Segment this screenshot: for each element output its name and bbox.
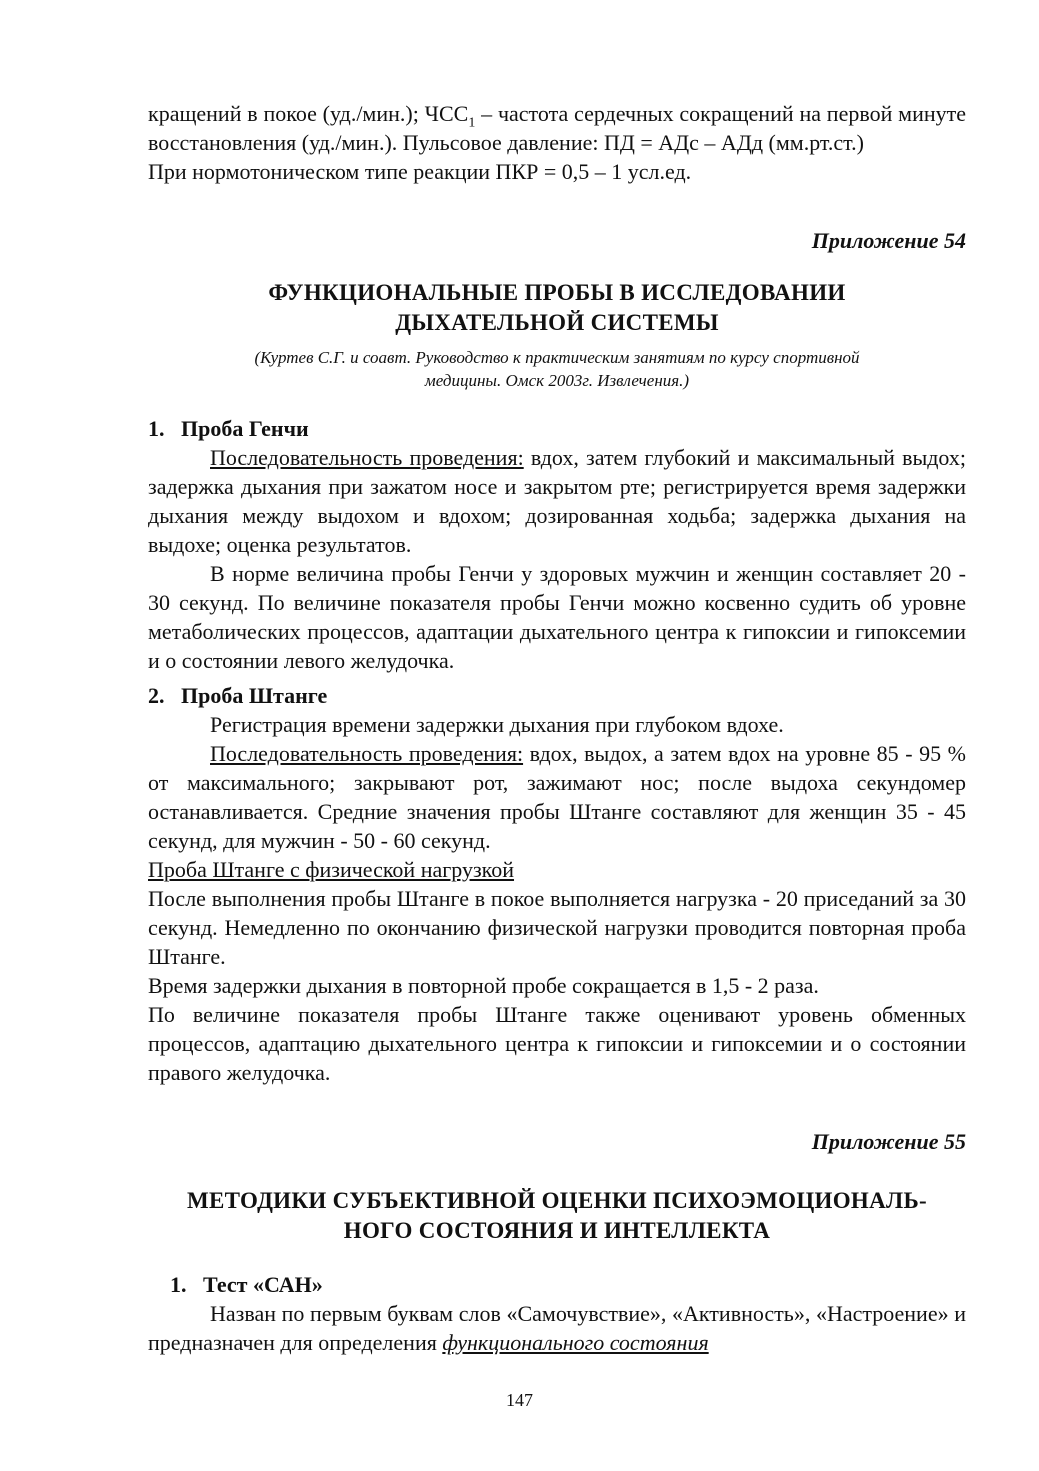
shtange-load-heading: [148, 855, 966, 884]
section-number: 1.: [170, 1272, 187, 1297]
underlined-subheading: Проба Штанге с физической нагрузкой: [148, 857, 515, 882]
underlined-italic-term: функционального состояния: [442, 1330, 709, 1355]
appendix-55-title: [148, 1186, 966, 1246]
section-shtange-heading: [148, 681, 966, 710]
page-number: 147: [506, 1390, 533, 1410]
appendix-54-label: Приложение 54: [811, 228, 966, 253]
underlined-label: Последовательность проведения:: [210, 741, 524, 766]
page-content: [148, 99, 966, 1357]
shtange-registration: Регистрация времени задержки дыхания при глубоком вдохе.: [210, 712, 784, 737]
sequence-text: вдох, выдох, а затем вдох на уровне 85 - 95 % от максимального; закрывают рот, зажимают нос; после выдоха секундомер останавливается. Средние значения пробы Штанге составляют для женщин 35 - 45 секунд, для мужчин - 50 - 60 секунд.: [148, 741, 966, 853]
section-title: Тест «САН»: [203, 1272, 323, 1297]
intro-text-cont: – частота сердечных сокращений на первой минуте восстановления (уд./мин.). Пульсовое давление: ПД = АДс – АДд (мм.рт.ст.): [148, 101, 967, 155]
section-title: Проба Генчи: [181, 416, 309, 441]
title-line: ДЫХАТЕЛЬНОЙ СИСТЕМЫ: [395, 310, 719, 335]
underlined-label: Последовательность проведения:: [210, 445, 524, 470]
subscript: 1: [468, 115, 476, 131]
section-san-heading: [148, 1270, 966, 1299]
section-title: Проба Штанге: [181, 683, 328, 708]
shtange-sequence: [148, 739, 966, 855]
source-line: медицины. Омск 2003г. Извлечения.): [424, 371, 690, 390]
appendix-54-title: [148, 278, 966, 338]
title-line: ФУНКЦИОНАЛЬНЫЕ ПРОБЫ В ИССЛЕДОВАНИИ: [268, 280, 846, 305]
section-number: 1.: [148, 416, 165, 441]
title-line: НОГО СОСТОЯНИЯ И ИНТЕЛЛЕКТА: [343, 1218, 771, 1243]
section-genchi-heading: [148, 414, 966, 443]
genchi-norm: В норме величина пробы Генчи у здоровых мужчин и женщин составляет 20 - 30 секунд. По величине показателя пробы Генчи можно косвенно судить об уровне метаболических процессов, адаптации дыхательного центра к гипоксии и гипоксемии и о состоянии левого желудочка.: [148, 561, 966, 673]
genchi-sequence: [148, 443, 966, 559]
san-paragraph: [148, 1299, 966, 1357]
source-line: (Куртев С.Г. и соавт. Руководство к практическим занятиям по курсу спортивной: [254, 348, 860, 367]
shtange-load-p2: Время задержки дыхания в повторной пробе сокращается в 1,5 - 2 раза.: [148, 973, 819, 998]
appendix-54-source: [148, 346, 966, 392]
san-text: Назван по первым буквам слов «Самочувствие», «Активность», «Настроение» и предназначен для определения: [148, 1301, 966, 1355]
intro-text: кращений в покое (уд./мин.); ЧСС: [148, 101, 469, 126]
section-number: 2.: [148, 683, 165, 708]
title-line: МЕТОДИКИ СУБЪЕКТИВНОЙ ОЦЕНКИ ПСИХОЭМОЦИОНАЛЬ-: [187, 1188, 927, 1213]
sequence-text: вдох, затем глубокий и максимальный выдох; задержка дыхания при зажатом носе и закрытом рте; регистрируется время задержки дыхания между выдохом и вдохом; дозированная ходьба; задержка дыхания на выдохе; оценка результатов.: [148, 445, 966, 557]
appendix-55-label: Приложение 55: [811, 1129, 966, 1154]
normotonic-line: При нормотоническом типе реакции ПКР = 0,5 – 1 усл.ед.: [148, 159, 692, 184]
shtange-load-p1: После выполнения пробы Штанге в покое выполняется нагрузка - 20 приседаний за 30 секунд. Немедленно по окончанию физической нагрузки проводится повторная проба Штанге.: [148, 886, 966, 969]
intro-paragraph: [148, 99, 966, 157]
shtange-load-p3: По величине показателя пробы Штанге также оценивают уровень обменных процессов, адаптацию дыхательного центра к гипоксии и гипоксемии и о состоянии правого желудочка.: [148, 1002, 966, 1085]
